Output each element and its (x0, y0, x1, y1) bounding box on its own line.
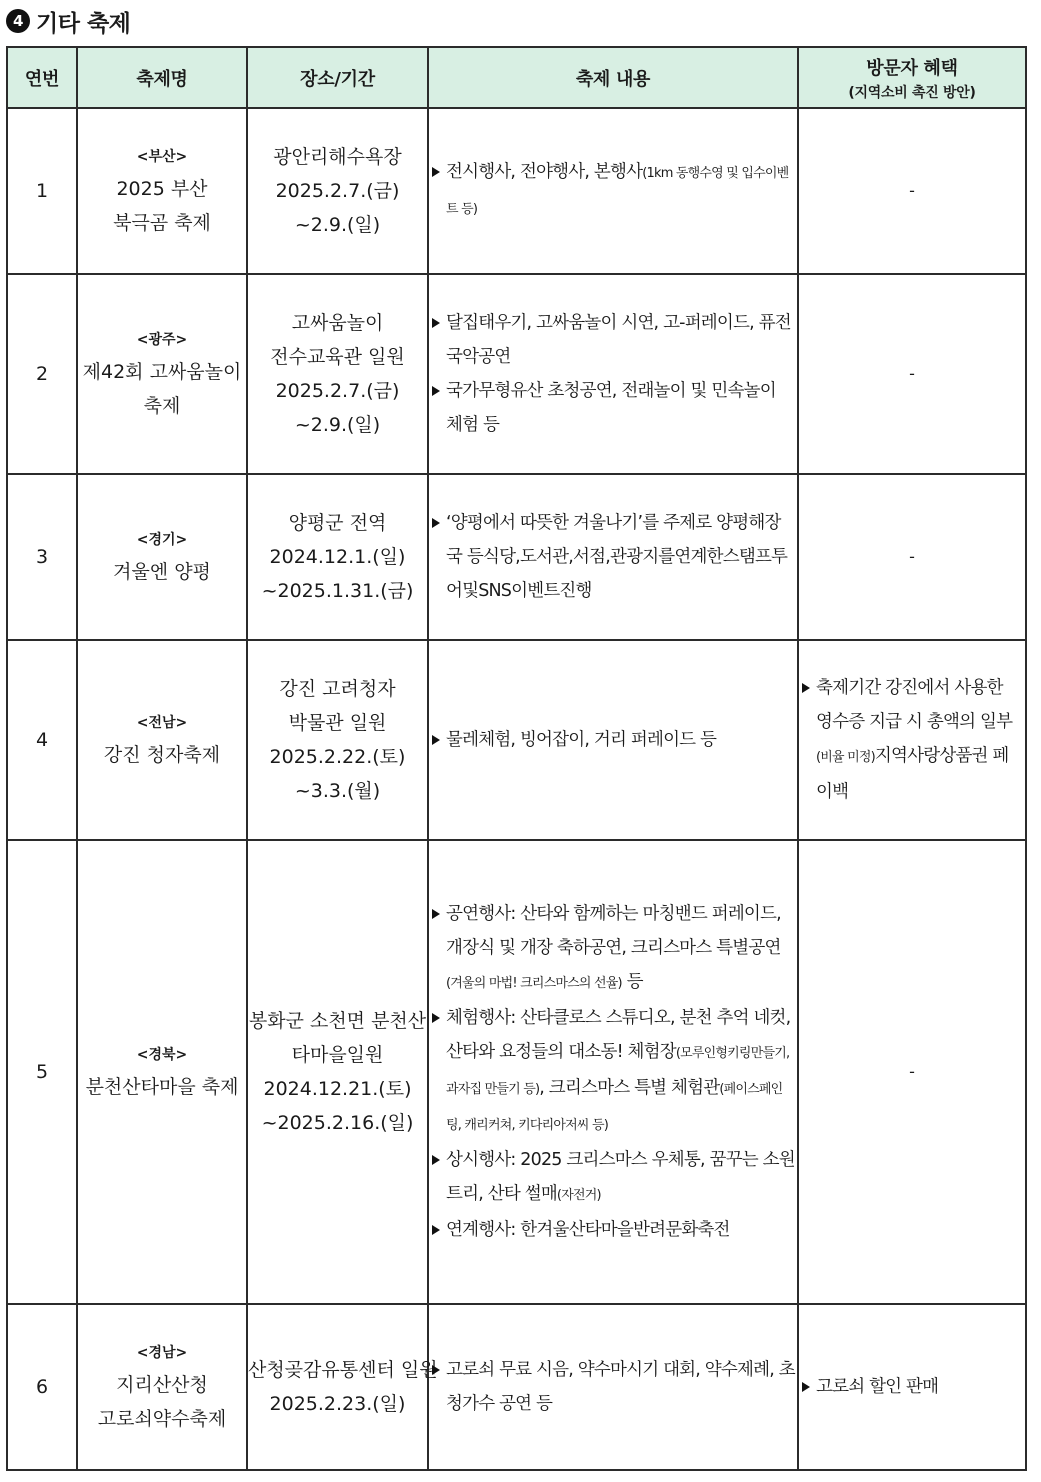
benefit-cell (798, 108, 1026, 274)
bullet-text: 등 (621, 972, 643, 992)
benefit-cell (798, 1304, 1026, 1470)
benefit-empty: - (909, 1062, 915, 1081)
festival-name-cell (77, 474, 247, 640)
table-row (7, 108, 1026, 274)
bullet-item (429, 306, 795, 374)
festival-name-line: 축제 (143, 395, 181, 417)
header-benefit (798, 47, 1026, 108)
place-period-cell (247, 840, 428, 1304)
place-period-line: ~2.9.(일) (294, 214, 381, 236)
bullet-item (429, 1353, 795, 1421)
place-period-cell (247, 640, 428, 840)
header-content: 축제 내용 (428, 47, 798, 108)
benefit-cell (798, 474, 1026, 640)
section-heading (6, 4, 130, 38)
benefit-cell (798, 274, 1026, 474)
content-bullets (429, 306, 797, 442)
bullet-item (429, 1213, 795, 1247)
place-period-line: 2025.2.7.(금) (275, 380, 400, 402)
place-period-line: 산청곶감유통센터 일원 (248, 1359, 438, 1381)
festival-name-cell (77, 1304, 247, 1470)
bullet-note: (자전거) (556, 1188, 601, 1203)
benefit-cell (798, 640, 1026, 840)
content-bullets (429, 897, 797, 1247)
content-cell (428, 474, 798, 640)
bullet-item (429, 723, 795, 757)
header-benefit-title: 방문자 혜택 (866, 57, 958, 79)
benefit-empty: - (909, 547, 915, 566)
content-bullets (429, 723, 797, 757)
bullet-item (429, 1001, 795, 1143)
header-no: 연번 (7, 47, 77, 108)
place-period-line: 2025.2.23.(일) (269, 1393, 406, 1415)
table-row (7, 274, 1026, 474)
bullet-text: 축제기간 강진에서 사용한 영수증 지급 시 총액의 일부 (816, 678, 1013, 732)
place-period-line: 광안리해수욕장 (273, 146, 402, 168)
place-period-line: 고싸움놀이 (291, 312, 384, 334)
bullet-item (799, 671, 1023, 809)
bullet-note: (1km 동행수영 및 입수이벤트 등) (446, 166, 789, 217)
place-period-cell (247, 108, 428, 274)
content-cell (428, 840, 798, 1304)
bullet-item (429, 374, 795, 442)
festival-name-line: 제42회 고싸움놀이 (82, 361, 242, 383)
region-label: <경기> (136, 532, 188, 548)
content-bullets (429, 155, 797, 227)
benefit-empty: - (909, 364, 915, 383)
festival-name-line: 2025 부산 (116, 178, 208, 200)
festival-name-line: 분천산타마을 축제 (85, 1076, 239, 1098)
bullet-text: 국가무형유산 초청공연, 전래놀이 및 민속놀이 체험 등 (446, 381, 776, 435)
place-period-line: 2024.12.1.(일) (269, 546, 406, 568)
table-row (7, 1304, 1026, 1470)
bullet-text: 고로쇠 할인 판매 (816, 1377, 939, 1397)
bullet-text: 연계행사: 한겨울산타마을반려문화축전 (446, 1220, 730, 1240)
bullet-text: 고로쇠 무료 시음, 약수마시기 대회, 약수제례, 초청가수 공연 등 (446, 1360, 795, 1414)
bullet-item (429, 506, 795, 608)
place-period-line: ~2025.1.31.(금) (261, 580, 414, 602)
festival-name-line: 강진 청자축제 (103, 744, 221, 766)
bullet-item (799, 1370, 1023, 1404)
benefit-empty: - (909, 181, 915, 200)
content-cell (428, 640, 798, 840)
header-place: 장소/기간 (247, 47, 428, 108)
benefit-bullets (799, 671, 1025, 809)
content-cell (428, 274, 798, 474)
place-period-cell (247, 474, 428, 640)
place-period-line: 2025.2.7.(금) (275, 180, 400, 202)
bullet-note: (모루인형키링만들기, 과자집 만들기 등) (446, 1046, 790, 1097)
festival-name-line: 겨울엔 양평 (113, 561, 211, 583)
bullet-note: (페이스페인팅, 캐리커쳐, 키다리아저씨 등) (446, 1082, 783, 1133)
bullet-text: 달집태우기, 고싸움놀이 시연, 고-퍼레이드, 퓨전국악공연 (446, 313, 791, 367)
place-period-line: ~3.3.(월) (294, 780, 381, 802)
bullet-text: , 크리스마스 특별 체험관 (539, 1078, 720, 1098)
place-period-line: 2024.12.21.(토) (263, 1078, 412, 1100)
section-title: 기타 축제 (36, 10, 131, 37)
content-cell (428, 1304, 798, 1470)
row-number: 3 (7, 474, 77, 640)
bullet-item (429, 1143, 795, 1213)
place-period-line: 박물관 일원 (288, 712, 387, 734)
row-number: 4 (7, 640, 77, 840)
region-label: <전남> (136, 715, 188, 731)
section-number-badge: 4 (6, 9, 30, 33)
table-row (7, 640, 1026, 840)
content-bullets (429, 1353, 797, 1421)
place-period-line: ~2.9.(일) (294, 414, 381, 436)
place-period-line: 강진 고려청자 (279, 678, 396, 700)
festival-name-line: 고로쇠약수축제 (97, 1408, 227, 1430)
benefit-cell (798, 840, 1026, 1304)
festival-name-line: 지리산산청 (116, 1374, 208, 1396)
header-name: 축제명 (77, 47, 247, 108)
bullet-text: 지역사랑상품권 페이백 (816, 746, 1009, 802)
region-label: <광주> (136, 332, 188, 348)
festival-name-cell (77, 840, 247, 1304)
bullet-note: (겨울의 마법! 크리스마스의 선율) (446, 976, 622, 991)
region-label: <부산> (136, 149, 188, 165)
festival-name-cell (77, 274, 247, 474)
place-period-line: 전수교육관 일원 (270, 346, 405, 368)
bullet-text: 상시행사: 2025 크리스마스 우체통, 꿈꾸는 소원 트리, 산타 썰매 (446, 1150, 795, 1204)
region-label: <경북> (136, 1047, 188, 1063)
place-period-line: ~2025.2.16.(일) (261, 1112, 414, 1134)
festival-name-cell (77, 108, 247, 274)
bullet-text: 물레체험, 빙어잡이, 거리 퍼레이드 등 (446, 730, 717, 750)
festival-table (6, 46, 1027, 1471)
row-number: 6 (7, 1304, 77, 1470)
table-row (7, 840, 1026, 1304)
bullet-item (429, 897, 795, 1001)
bullet-item (429, 155, 795, 227)
place-period-line: 봉화군 소천면 분천산 (248, 1010, 427, 1032)
bullet-text: ‘양평에서 따뜻한 겨울나기’를 주제로 양평해장국 등식당,도서관,서점,관광지를연계한스탬프투어및SNS이벤트진행 (446, 513, 788, 601)
content-cell (428, 108, 798, 274)
place-period-line: 타마을일원 (291, 1044, 384, 1066)
bullet-text: 공연행사: 산타와 함께하는 마칭밴드 퍼레이드, 개장식 및 개장 축하공연, 크리스마스 특별공연 (446, 904, 781, 958)
benefit-bullets (799, 1370, 1025, 1404)
content-bullets (429, 506, 797, 608)
table-header-row (7, 47, 1026, 108)
place-period-cell (247, 1304, 438, 1470)
bullet-text: 전시행사, 전야행사, 본행사 (446, 162, 643, 182)
row-number: 1 (7, 108, 77, 274)
festival-name-line: 북극곰 축제 (113, 212, 211, 234)
region-label: <경남> (136, 1345, 188, 1361)
table-row (7, 474, 1026, 640)
festival-name-cell (77, 640, 247, 840)
row-number: 2 (7, 274, 77, 474)
place-period-line: 양평군 전역 (288, 512, 387, 534)
bullet-note: (비율 미정) (816, 750, 875, 765)
place-period-line: 2025.2.22.(토) (269, 746, 406, 768)
header-benefit-subtitle: (지역소비 촉진 방안) (848, 84, 976, 101)
bullet-text: 체험행사: 산타클로스 스튜디오, 분천 추억 네컷, 산타와 요정들의 대소동! 체험장 (446, 1008, 791, 1062)
place-period-cell (247, 274, 428, 474)
row-number: 5 (7, 840, 77, 1304)
